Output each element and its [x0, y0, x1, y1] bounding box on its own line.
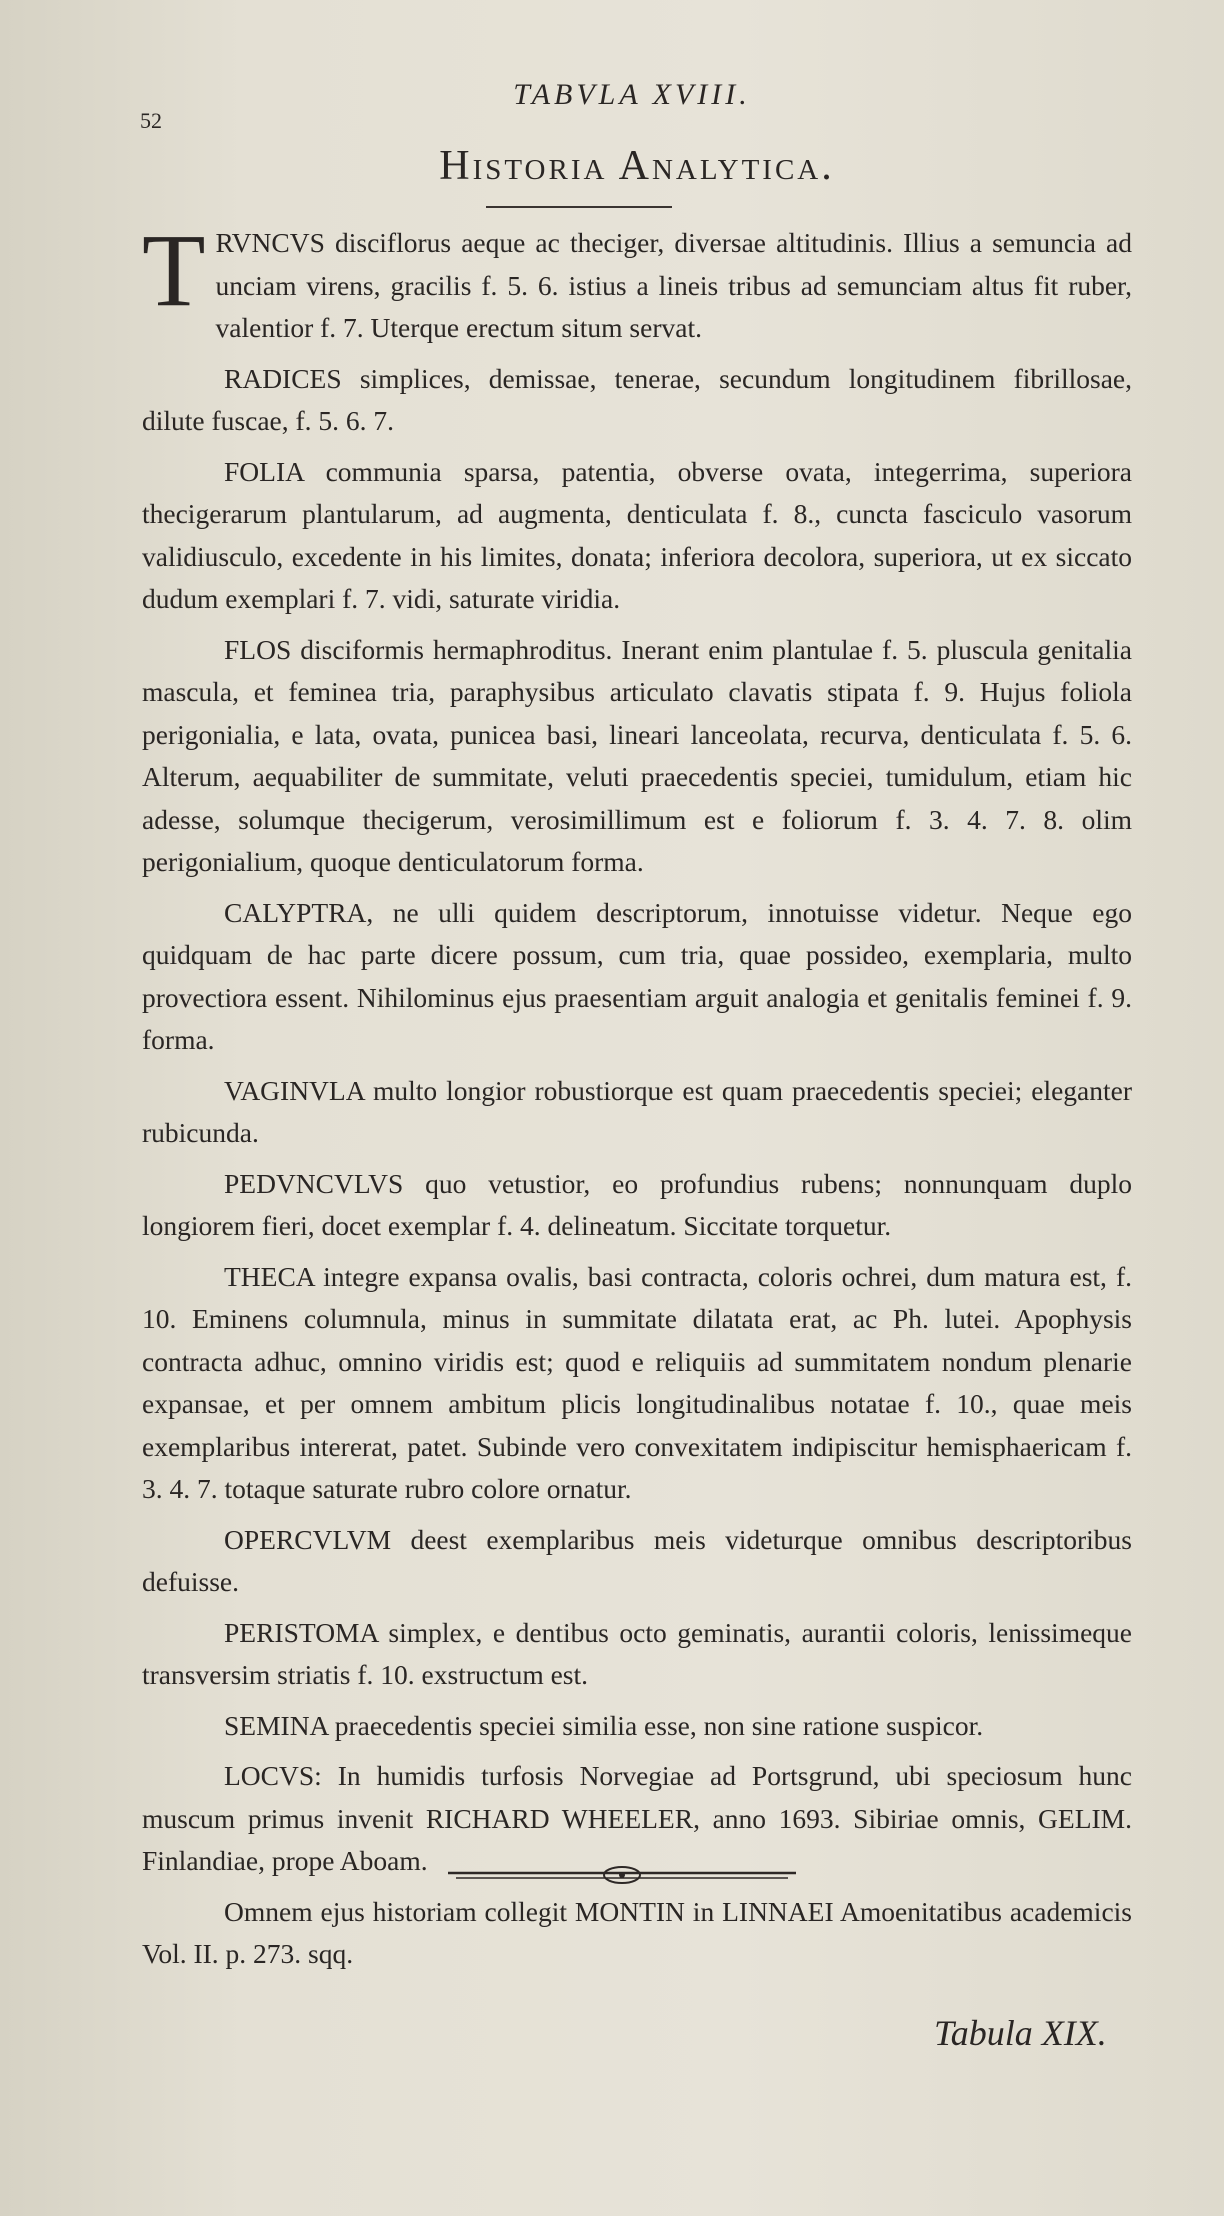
paragraph-operculum: OPERCVLVM deest exemplaribus meis videturque omnibus descriptoribus defuisse.	[142, 1523, 1132, 1597]
paragraph-folia: FOLIA communia sparsa, patentia, obverse ovata, integerrima, superiora thecigerarum plantularum, ad augmenta, denticulata f. 8., cuncta fasciculo vasorum validiusculo, excedente in his limites, donata; inferiora decolora, superiora, ut ex siccato dudum exemplari f. 7. vidi, saturate viridia.	[142, 455, 1132, 614]
paragraph-radices: RADICES simplices, demissae, tenerae, secundum longitudinem fibrillosae, dilute fuscae, f. 5. 6. 7.	[142, 362, 1132, 436]
paragraph-semina: SEMINA praecedentis speciei similia esse, non sine ratione suspicor.	[224, 1709, 984, 1741]
paragraph-locus: LOCVS: In humidis turfosis Norvegiae ad Portsgrund, ubi speciosum hunc muscum primus invenit RICHARD WHEELER, anno 1693. Sibiriae omnis, GELIM. Finlandiae, prope Aboam.	[142, 1760, 1132, 1876]
paragraph-theca: THECA integre expansa ovalis, basi contracta, coloris ochrei, dum matura est, f. 10. Eminens columnula, minus in summitate dilatata erat, ac Ph. lutei. Apophysis contracta adhuc, omnino viridis est; quod e reliquiis ad summitatem nondum plenarie expansae, et per omnem ambitum plicis longitudinalibus notatae f. 10., quae meis exemplaribus intererat, patet. Subinde vero convexitatem indipiscitur hemisphaericam f. 3. 4. 7. totaque saturate rubro colore ornatur.	[142, 1260, 1132, 1504]
section-title: Historia Analytica.	[439, 143, 835, 189]
paragraph-historia: Omnem ejus historiam collegit MONTIN in LINNAEI Amoenitatibus academicis Vol. II. p. 273. sqq.	[142, 1895, 1132, 1969]
paragraph-peristoma: PERISTOMA simplex, e dentibus octo geminatis, aurantii coloris, lenissimeque transversim striatis f. 10. exstructum est.	[142, 1616, 1132, 1690]
ornament-rule-icon	[446, 1862, 798, 1888]
running-title: TABVLA XVIII.	[513, 78, 751, 111]
paragraph-vaginula: VAGINVLA multo longior robustiorque est quam praecedentis speciei; eleganter rubicunda.	[142, 1074, 1132, 1148]
paragraph-pedunculus: PEDVNCVLVS quo vetustior, eo profundius rubens; nonnunquam duplo longiorem fieri, docet exemplar f. 4. delineatum. Siccitate torquetur.	[142, 1167, 1132, 1241]
page-number: 52	[140, 108, 162, 133]
catchword: Tabula XIX.	[934, 2013, 1107, 2053]
paragraph-truncus: TRVNCVS disciflorus aeque ac theciger, diversae altitudinis. Illius a semuncia ad unciam virens, gracilis f. 5. 6. istius a lineis tribus ad semunciam altus fit ruber, valentior f. 7. Uterque erectum situm servat.	[142, 213, 1132, 343]
paragraph-calyptra: CALYPTRA, ne ulli quidem descriptorum, innotuisse videtur. Neque ego quidquam de hac parte dicere possum, cum tria, quae possideo, exemplaria, multo provectiora essent. Nihilominus ejus praesentiam arguit analogia et genitalis feminei f. 9. forma.	[142, 896, 1132, 1055]
drop-cap: T	[142, 213, 206, 328]
body-text	[142, 213, 1132, 1984]
title-rule	[486, 206, 672, 208]
paragraph-flos: FLOS disciformis hermaphroditus. Inerant enim plantulae f. 5. pluscula genitalia mascula, et feminea tria, paraphysibus articulato clavatis stipata f. 9. Hujus foliola perigonialia, e lata, ovata, punicea basi, lineari lanceolata, recurva, denticulata f. 5. 6. Alterum, aequabiliter de summitate, veluti praecedentis speciei, tumidulum, etiam hic adesse, solumque thecigerum, verosimillimum est e foliorum f. 3. 4. 7. 8. olim perigonialium, quoque denticulatorum forma.	[142, 633, 1132, 877]
